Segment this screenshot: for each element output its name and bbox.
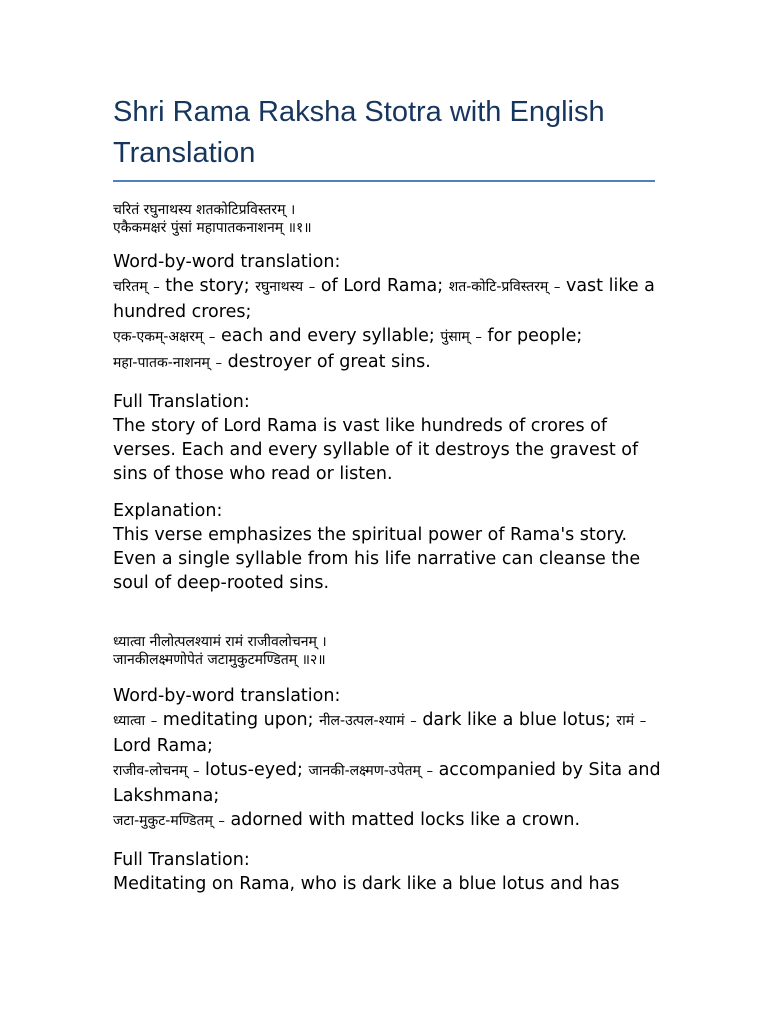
sanskrit-verse-2 bbox=[113, 633, 661, 669]
term-meaning: destroyer of great sins. bbox=[227, 352, 431, 372]
sanskrit-verse-1 bbox=[113, 201, 661, 237]
word-line bbox=[113, 274, 661, 324]
explanation-text: This verse emphasizes the spiritual power of Rama's story. Even a single syllable from his life narrative can cleanse the soul of deep-rooted sins. bbox=[113, 525, 641, 593]
separator: – bbox=[218, 814, 225, 829]
verse-line: जानकीलक्ष्मणोपेतं जटामुकुटमण्डितम् ॥२॥ bbox=[113, 652, 326, 668]
separator: – bbox=[308, 280, 316, 295]
title-divider bbox=[113, 180, 655, 182]
word-entry bbox=[113, 276, 250, 296]
full-translation-text: The story of Lord Rama is vast like hundreds of crores of verses. Each and every syllable of it destroys the gravest of sins of those who read or listen. bbox=[113, 416, 639, 484]
term-meaning: of Lord Rama; bbox=[320, 276, 444, 296]
word-line bbox=[113, 350, 661, 376]
term-meaning: lotus-eyed; bbox=[205, 760, 303, 780]
sanskrit-term: महा-पातक-नाशनम् bbox=[113, 355, 210, 371]
separator: – bbox=[553, 280, 561, 295]
term-meaning: accompanied by Sita and Lakshmana; bbox=[113, 760, 661, 806]
word-by-word-section-1 bbox=[113, 250, 661, 376]
sanskrit-term: शत-कोटि-प्रविस्तरम् bbox=[448, 279, 549, 295]
sanskrit-term: नील-उत्पल-श्यामं bbox=[319, 713, 405, 729]
word-entry bbox=[113, 760, 303, 780]
sanskrit-term: ध्यात्वा bbox=[113, 713, 146, 729]
sanskrit-term: जटा-मुकुट-मण्डितम् bbox=[113, 813, 213, 829]
section-heading: Word-by-word translation: bbox=[113, 252, 341, 272]
word-entry bbox=[113, 810, 580, 830]
verse-line: एकैकमक्षरं पुंसां महापातकनाशनम् ॥१॥ bbox=[113, 220, 312, 236]
section-heading: Full Translation: bbox=[113, 850, 250, 870]
full-translation-section-1 bbox=[113, 390, 661, 486]
term-meaning: each and every syllable; bbox=[220, 326, 435, 346]
sanskrit-term: रामं bbox=[616, 713, 635, 729]
separator: – bbox=[639, 714, 647, 729]
separator: – bbox=[153, 280, 160, 295]
word-entry bbox=[255, 276, 443, 296]
sanskrit-term: राजीव-लोचनम् bbox=[113, 763, 188, 779]
word-entry bbox=[113, 710, 314, 730]
term-meaning: vast like a hundred crores; bbox=[113, 276, 655, 322]
word-line bbox=[113, 808, 661, 834]
sanskrit-term: जानकी-लक्ष्मण-उपेतम् bbox=[308, 763, 421, 779]
explanation-section-1 bbox=[113, 499, 661, 595]
separator: – bbox=[192, 764, 200, 779]
word-entry bbox=[113, 352, 431, 372]
term-meaning: meditating upon; bbox=[162, 710, 314, 730]
word-line bbox=[113, 324, 661, 350]
word-line bbox=[113, 758, 661, 808]
document-title: Shri Rama Raksha Stotra with English Translation bbox=[113, 96, 605, 169]
separator: – bbox=[426, 764, 433, 779]
separator: – bbox=[208, 330, 216, 345]
word-entry bbox=[113, 326, 435, 346]
word-entry bbox=[319, 710, 611, 730]
term-meaning: the story; bbox=[165, 276, 250, 296]
word-entry bbox=[440, 326, 582, 346]
section-heading: Full Translation: bbox=[113, 392, 250, 412]
word-line bbox=[113, 708, 661, 758]
section-heading: Explanation: bbox=[113, 501, 223, 521]
verse-line: चरितं रघुनाथस्य शतकोटिप्रविस्तरम् । bbox=[113, 202, 296, 218]
full-translation-section-2 bbox=[113, 848, 661, 896]
term-meaning: for people; bbox=[487, 326, 583, 346]
document-page bbox=[113, 92, 661, 896]
separator: – bbox=[410, 714, 417, 729]
sanskrit-term: चरितम् bbox=[113, 279, 148, 295]
full-translation-text: Meditating on Rama, who is dark like a blue lotus and has bbox=[113, 874, 620, 894]
separator: – bbox=[150, 714, 158, 729]
term-meaning: dark like a blue lotus; bbox=[422, 710, 611, 730]
separator: – bbox=[215, 356, 222, 371]
sanskrit-term: पुंसाम् bbox=[440, 329, 470, 345]
sanskrit-term: एक-एकम्-अक्षरम् bbox=[113, 329, 204, 345]
separator: – bbox=[475, 330, 482, 345]
term-meaning: Lord Rama; bbox=[113, 736, 213, 756]
section-heading: Word-by-word translation: bbox=[113, 686, 341, 706]
verse-line: ध्यात्वा नीलोत्पलश्यामं रामं राजीवलोचनम् । bbox=[113, 634, 327, 650]
term-meaning: adorned with matted locks like a crown. bbox=[230, 810, 581, 830]
sanskrit-term: रघुनाथस्य bbox=[255, 279, 304, 295]
word-by-word-section-2 bbox=[113, 684, 661, 834]
